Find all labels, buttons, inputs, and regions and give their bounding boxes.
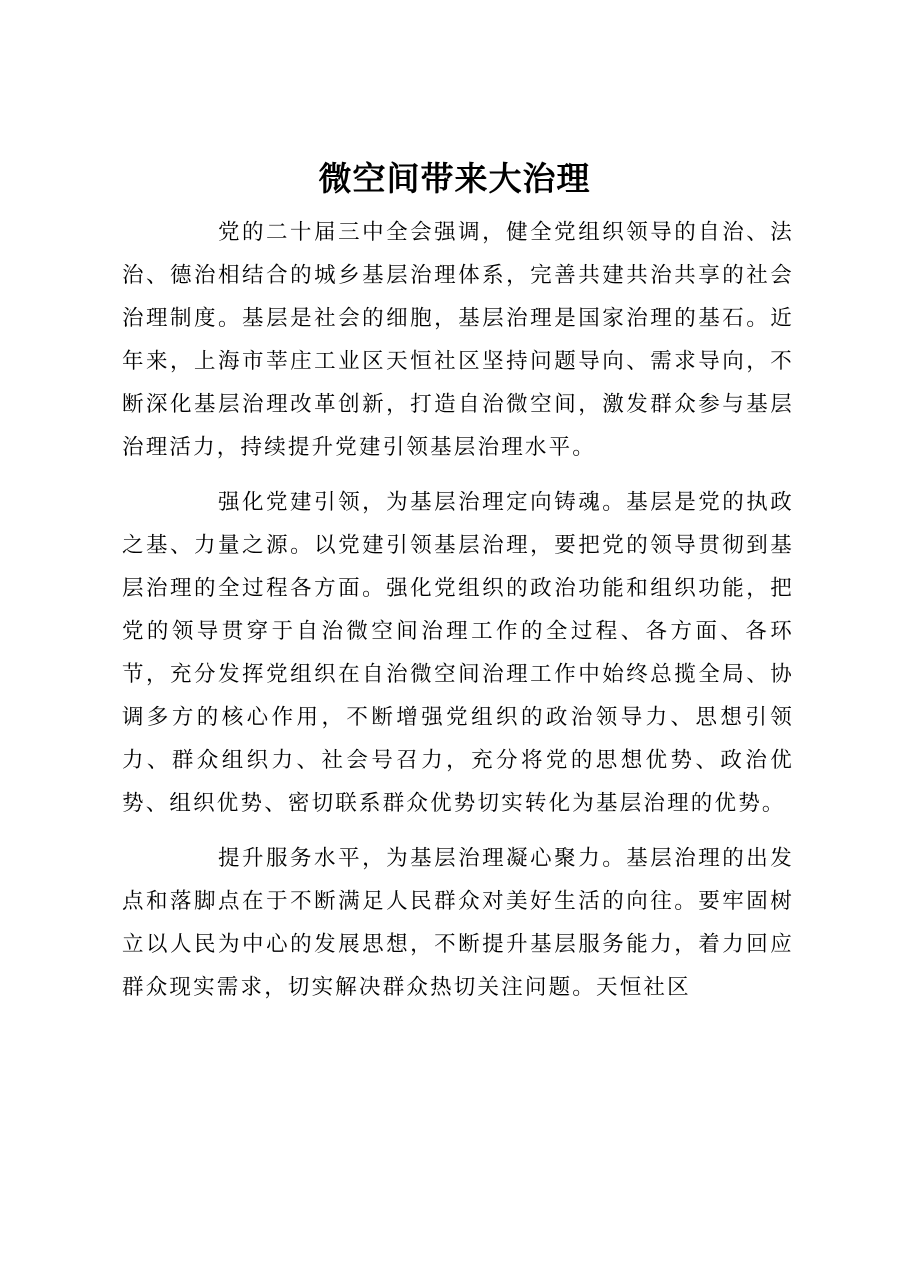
paragraph: 强化党建引领，为基层治理定向铸魂。基层是党的执政之基、力量之源。以党建引领基层治理，要把党的领导贯彻到基层治理的全过程各方面。强化党组织的政治功能和组织功能，把党的领导贯穿于自治微空间治理工作的全过程、各方面、各环节，充分发挥党组织在自治微空间治理工作中始终总揽全局、协调多方的核心作用，不断增强党组织的政治领导力、思想引领力、群众组织力、社会号召力，充分将党的思想优势、政治优势、组织优势、密切联系群众优势切实转化为基层治理的优势。: [122, 490, 794, 816]
document-body: [122, 211, 794, 1021]
paragraph: 党的二十届三中全会强调，健全党组织领导的自治、法治、德治相结合的城乡基层治理体系，完善共建共治共享的社会治理制度。基层是社会的细胞，基层治理是国家治理的基石。近年来，上海市莘庄工业区天恒社区坚持问题导向、需求导向，不断深化基层治理改革创新，打造自治微空间，激发群众参与基层治理活力，持续提升党建引领基层治理水平。: [122, 220, 794, 460]
paragraph: 提升服务水平，为基层治理凝心聚力。基层治理的出发点和落脚点在于不断满足人民群众对美好生活的向往。要牢固树立以人民为中心的发展思想，不断提升基层服务能力，着力回应群众现实需求，切实解决群众热切关注问题。天恒社区: [122, 846, 794, 1000]
document-title: 微空间带来大治理: [318, 159, 591, 198]
